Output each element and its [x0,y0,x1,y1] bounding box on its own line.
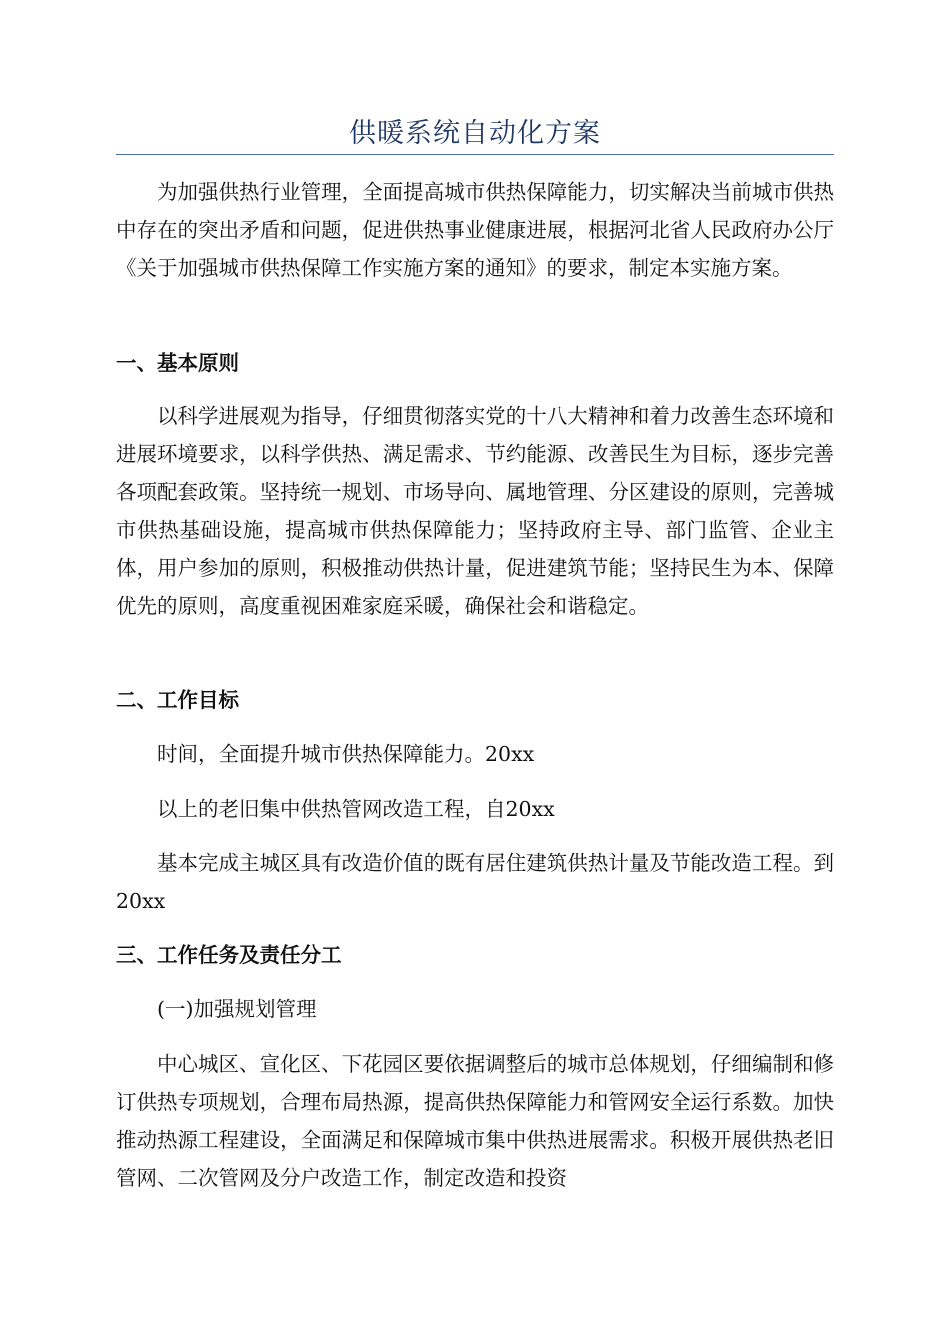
principles-paragraph: 以科学进展观为指导，仔细贯彻落实党的十八大精神和着力改善生态环境和进展环境要求，以科学供热、满足需求、节约能源、改善民生为目标，逐步完善各项配套政策。坚持统一规划、市场导向、属地管理、分区建设的原则，完善城市供热基础设施，提高城市供热保障能力；坚持政府主导、部门监管、企业主体，用户参加的原则，积极推动供热计量，促进建筑节能；坚持民生为本、保障优先的原则，高度重视困难家庭采暖，确保社会和谐稳定。 [116,404,834,618]
task-paragraph-planning: 中心城区、宣化区、下花园区要依据调整后的城市总体规划，仔细编制和修订供热专项规划，合理布局热源，提高供热保障能力和管网安全运行系数。加快推动热源工程建设，全面满足和保障城市集中供热进展需求。积极开展供热老旧管网、二次管网及分户改造工作，制定改造和投资 [116,1052,834,1190]
title-underline [116,154,834,155]
goal-paragraph-1: 时间，全面提升城市供热保障能力。20xx [157,742,535,766]
document-title: 供暖系统自动化方案 [349,118,601,149]
intro-paragraph: 为加强供热行业管理，全面提高城市供热保障能力，切实解决当前城市供热中存在的突出矛盾和问题，促进供热事业健康进展，根据河北省人民政府办公厅《关于加强城市供热保障工作实施方案的通知》的要求，制定本实施方案。 [116,180,834,280]
task-subheading-planning: (一)加强规划管理 [157,997,317,1021]
heading-basic-principles: 一、基本原则 [116,351,239,375]
goal-paragraph-2: 以上的老旧集中供热管网改造工程，自20xx [157,797,555,821]
document-page [116,0,834,1344]
heading-work-goals: 二、工作目标 [116,688,239,712]
goal-paragraph-3: 基本完成主城区具有改造价值的既有居住建筑供热计量及节能改造工程。到20xx [116,851,834,913]
heading-tasks-responsibilities: 三、工作任务及责任分工 [116,943,342,967]
